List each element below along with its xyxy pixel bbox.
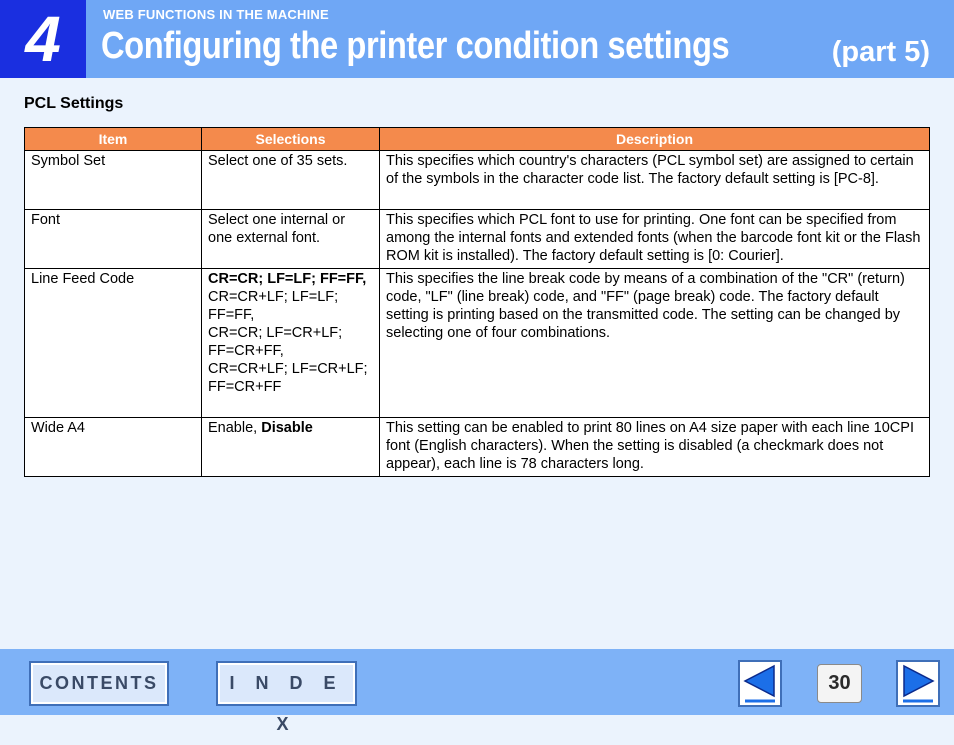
selection-option-default: Disable xyxy=(261,420,313,436)
selections-cell: Select one internal or one external font. xyxy=(202,210,380,269)
pcl-settings-table xyxy=(24,127,930,477)
selection-option: CR=CR+LF; LF=LF; FF=FF, xyxy=(208,289,339,323)
selections-cell: Select one of 35 sets. xyxy=(202,151,380,210)
item-cell: Wide A4 xyxy=(25,418,202,477)
selection-option: CR=CR; LF=CR+LF; FF=CR+FF, xyxy=(208,325,343,359)
previous-page-button[interactable] xyxy=(738,660,782,707)
selection-option: CR=CR+LF; LF=CR+LF; FF=CR+FF xyxy=(208,361,368,395)
description-cell: This specifies which country's characters (PCL symbol set) are assigned to certain of the symbols in the character code list. The factory default setting is [PC-8]. xyxy=(380,151,930,210)
column-header-item: Item xyxy=(25,128,202,151)
table-row xyxy=(25,210,930,269)
selection-option-default: CR=CR; LF=LF; FF=FF, xyxy=(208,271,367,287)
section-heading: PCL Settings xyxy=(24,95,124,112)
table-row xyxy=(25,418,930,477)
next-page-button[interactable] xyxy=(896,660,940,707)
column-header-description: Description xyxy=(380,128,930,151)
table-row xyxy=(25,269,930,418)
part-label: (part 5) xyxy=(831,36,930,68)
item-cell: Symbol Set xyxy=(25,151,202,210)
selections-cell xyxy=(202,269,380,418)
page-number: 30 xyxy=(817,664,862,703)
description-cell: This specifies which PCL font to use for printing. One font can be specified from among the internal fonts and extended fonts (when the barcode font kit or the Flash ROM kit is installed). The factory default setting is [0: Courier]. xyxy=(380,210,930,269)
page-title: Configuring the printer condition settings xyxy=(101,25,730,67)
table-row xyxy=(25,151,930,210)
description-cell: This setting can be enabled to print 80 lines on A4 size paper with each line 10CPI font (English characters). When the setting is disabled (a checkmark does not appear), each line is 78 characters long. xyxy=(380,418,930,477)
section-label: WEB FUNCTIONS IN THE MACHINE xyxy=(103,7,329,22)
selections-cell xyxy=(202,418,380,477)
description-cell: This specifies the line break code by means of a combination of the "CR" (return) code, "LF" (line break) code, and "FF" (page break) code. The factory default setting is printing based on the transmitted code. The setting can be changed by selecting one of four combinations. xyxy=(380,269,930,418)
item-cell: Font xyxy=(25,210,202,269)
right-arrow-icon xyxy=(898,662,938,705)
table-header-row xyxy=(25,128,930,151)
column-header-selections: Selections xyxy=(202,128,380,151)
chapter-number: 4 xyxy=(0,0,86,78)
left-arrow-icon xyxy=(740,662,780,705)
selection-option: Enable, xyxy=(208,420,258,436)
contents-button[interactable]: CONTENTS xyxy=(29,661,169,706)
index-button[interactable]: I N D E X xyxy=(216,661,357,706)
item-cell: Line Feed Code xyxy=(25,269,202,418)
